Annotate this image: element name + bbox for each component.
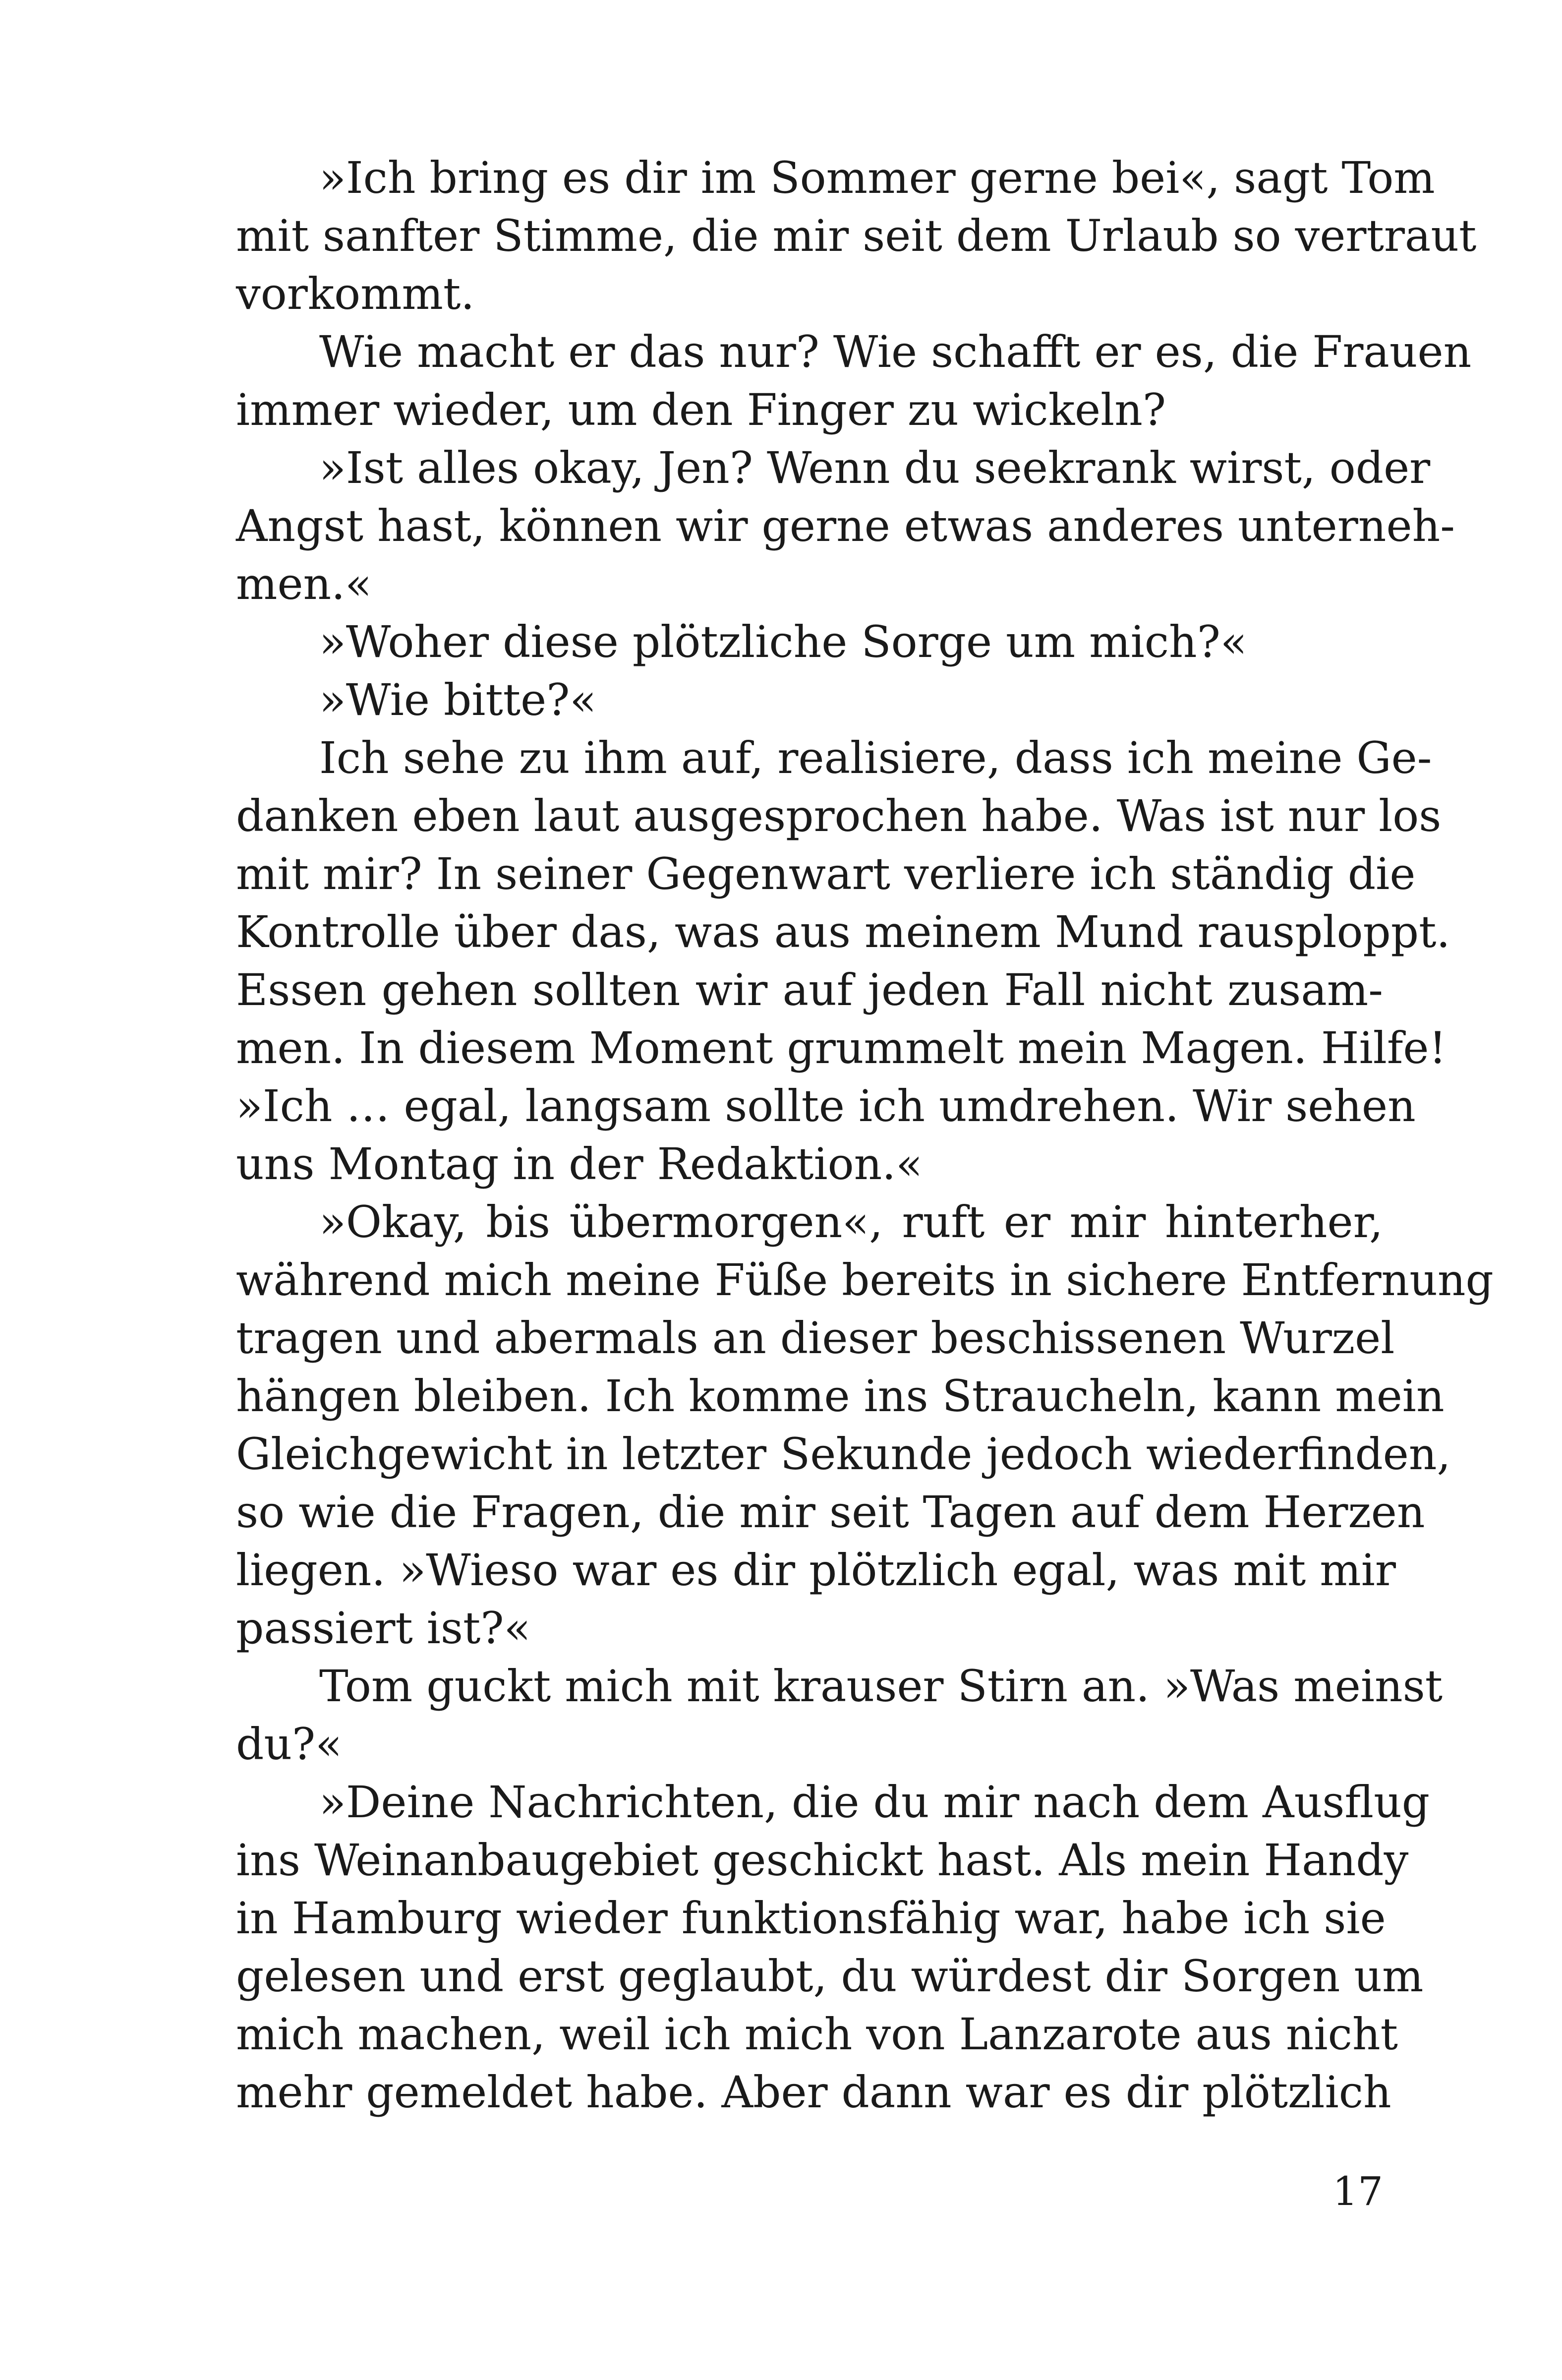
- text-line: Essen gehen sollten wir auf jeden Fall nicht zusam-: [236, 964, 1383, 1015]
- text-line: Angst hast, können wir gerne etwas anderes unterneh-: [236, 500, 1455, 551]
- page-number: 17: [1332, 2168, 1383, 2214]
- text-line: Gleichgewicht in letzter Sekunde jedoch wiederfinden,: [236, 1428, 1451, 1480]
- text-line: vorkommt.: [236, 268, 475, 319]
- text-line: »Ich bring es dir im Sommer gerne bei«, sagt Tom: [319, 152, 1435, 203]
- text-line: »Deine Nachrichten, die du mir nach dem Ausflug: [319, 1777, 1430, 1828]
- text-line: mich machen, weil ich mich von Lanzarote aus nicht: [236, 2009, 1398, 2060]
- text-line: »Ich … egal, langsam sollte ich umdrehen. Wir sehen: [236, 1080, 1416, 1131]
- text-line: uns Montag in der Redaktion.«: [236, 1138, 923, 1190]
- text-line: immer wieder, um den Finger zu wickeln?: [236, 384, 1166, 435]
- text-line: mit mir? In seiner Gegenwart verliere ich ständig die: [236, 848, 1416, 899]
- text-line: hängen bleiben. Ich komme ins Straucheln, kann mein: [236, 1370, 1445, 1422]
- text-line: mit sanfter Stimme, die mir seit dem Urlaub so vertraut: [236, 210, 1477, 261]
- text-line: Wie macht er das nur? Wie schafft er es, die Frauen: [319, 326, 1472, 377]
- body-text: [236, 149, 1494, 2121]
- text-line: du?«: [236, 1719, 343, 1770]
- text-line: »Ist alles okay, Jen? Wenn du seekrank wirst, oder: [319, 442, 1431, 493]
- text-line: mehr gemeldet habe. Aber dann war es dir plötzlich: [236, 2067, 1391, 2118]
- text-line: liegen. »Wieso war es dir plötzlich egal, was mit mir: [236, 1545, 1396, 1596]
- text-line: Tom guckt mich mit krauser Stirn an. »Was meinst: [319, 1661, 1443, 1712]
- text-line: men. In diesem Moment grummelt mein Magen. Hilfe!: [236, 1022, 1446, 1073]
- text-line: Ich sehe zu ihm auf, realisiere, dass ich meine Ge-: [319, 732, 1432, 783]
- text-line: Kontrolle über das, was aus meinem Mund rausploppt.: [236, 906, 1450, 957]
- text-line: danken eben laut ausgesprochen habe. Was ist nur los: [236, 790, 1442, 841]
- text-line: ins Weinanbaugebiet geschickt hast. Als mein Handy: [236, 1835, 1409, 1886]
- text-line: in Hamburg wieder funktionsfähig war, habe ich sie: [236, 1893, 1386, 1944]
- text-line: während mich meine Füße bereits in sichere Entfernung: [236, 1254, 1494, 1306]
- text-line: gelesen und erst geglaubt, du würdest dir Sorgen um: [236, 1951, 1424, 2002]
- text-line: so wie die Fragen, die mir seit Tagen auf dem Herzen: [236, 1487, 1425, 1538]
- text-line: tragen und abermals an dieser beschissenen Wurzel: [236, 1312, 1395, 1364]
- text-line: men.«: [236, 558, 372, 609]
- text-line: »Wie bitte?«: [319, 674, 597, 725]
- text-line: »Okay, bis übermorgen«, ruft er mir hinterher,: [319, 1196, 1383, 1248]
- text-line: »Woher diese plötzliche Sorge um mich?«: [319, 616, 1247, 667]
- text-line: passiert ist?«: [236, 1603, 531, 1654]
